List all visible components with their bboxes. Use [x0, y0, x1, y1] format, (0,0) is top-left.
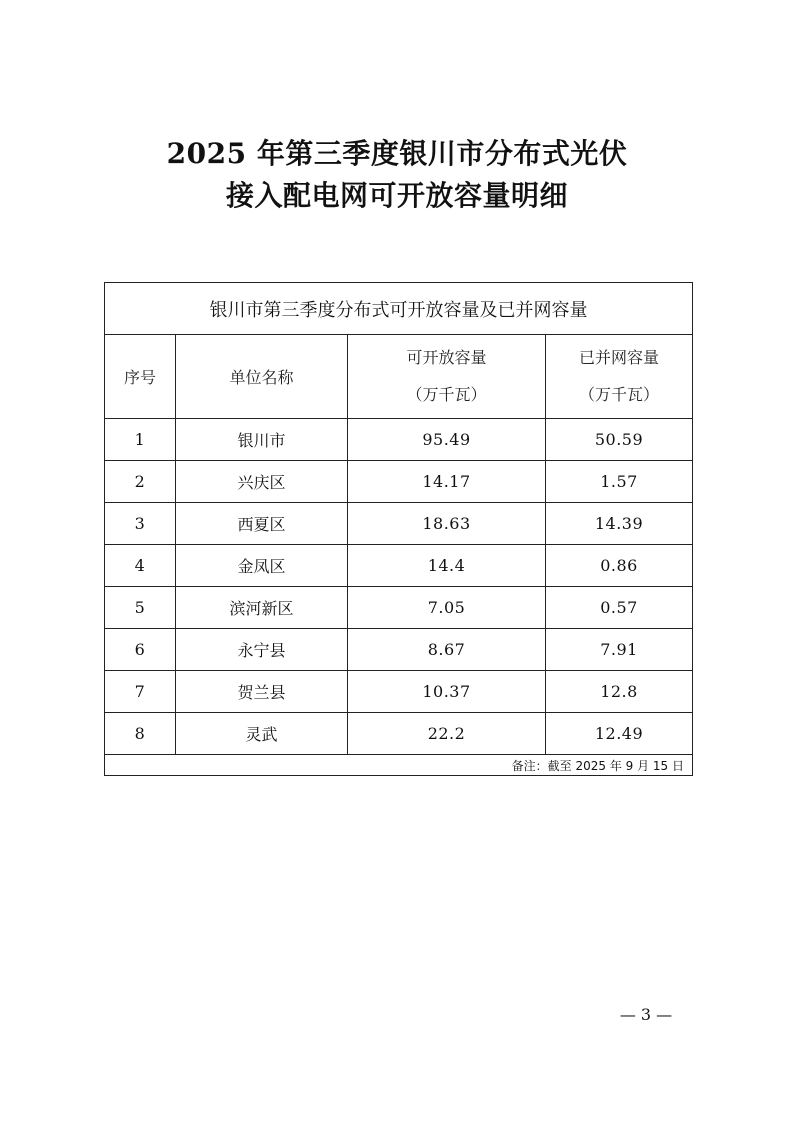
row-index: 1 [105, 419, 176, 461]
row-connected-capacity: 50.59 [546, 419, 693, 461]
row-unit-name: 银川市 [176, 419, 348, 461]
row-open-capacity: 22.2 [348, 713, 546, 755]
table-row [105, 713, 693, 755]
document-title [0, 133, 794, 217]
header-open-capacity-label: 可开放容量 [406, 348, 487, 367]
row-index: 2 [105, 461, 176, 503]
row-index: 8 [105, 713, 176, 755]
title-line-1: 2025 年第三季度银川市分布式光伏 [166, 137, 628, 170]
row-connected-capacity: 0.86 [546, 545, 693, 587]
table-row [105, 587, 693, 629]
header-index: 序号 [105, 335, 176, 419]
table-row [105, 671, 693, 713]
row-connected-capacity: 12.49 [546, 713, 693, 755]
row-open-capacity: 7.05 [348, 587, 546, 629]
row-open-capacity: 14.4 [348, 545, 546, 587]
row-connected-capacity: 12.8 [546, 671, 693, 713]
row-unit-name: 兴庆区 [176, 461, 348, 503]
header-unit-name: 单位名称 [176, 335, 348, 419]
table-caption-row [105, 283, 693, 335]
row-connected-capacity: 1.57 [546, 461, 693, 503]
table-row [105, 419, 693, 461]
table-row [105, 545, 693, 587]
title-line-2: 接入配电网可开放容量明细 [225, 179, 568, 212]
row-open-capacity: 10.37 [348, 671, 546, 713]
row-unit-name: 滨河新区 [176, 587, 348, 629]
header-connected-capacity-label: 已并网容量 [578, 348, 659, 367]
header-connected-capacity-unit: （万千瓦） [578, 385, 659, 404]
row-connected-capacity: 7.91 [546, 629, 693, 671]
row-unit-name: 贺兰县 [176, 671, 348, 713]
row-open-capacity: 8.67 [348, 629, 546, 671]
header-open-capacity-unit: （万千瓦） [406, 385, 487, 404]
header-connected-capacity [546, 335, 693, 419]
table-row [105, 503, 693, 545]
table-note-row [105, 755, 693, 776]
row-open-capacity: 18.63 [348, 503, 546, 545]
table-row [105, 461, 693, 503]
page-number: — 3 — [619, 1005, 673, 1024]
row-connected-capacity: 0.57 [546, 587, 693, 629]
header-open-capacity [348, 335, 546, 419]
table-note: 备注：截至 2025 年 9 月 15 日 [105, 755, 693, 776]
row-open-capacity: 95.49 [348, 419, 546, 461]
row-index: 3 [105, 503, 176, 545]
row-connected-capacity: 14.39 [546, 503, 693, 545]
row-unit-name: 金凤区 [176, 545, 348, 587]
table-row [105, 629, 693, 671]
row-index: 7 [105, 671, 176, 713]
table-header-row [105, 335, 693, 419]
row-open-capacity: 14.17 [348, 461, 546, 503]
row-index: 5 [105, 587, 176, 629]
row-unit-name: 西夏区 [176, 503, 348, 545]
row-index: 4 [105, 545, 176, 587]
capacity-table [104, 282, 693, 776]
row-index: 6 [105, 629, 176, 671]
row-unit-name: 灵武 [176, 713, 348, 755]
table-caption: 银川市第三季度分布式可开放容量及已并网容量 [105, 283, 693, 335]
row-unit-name: 永宁县 [176, 629, 348, 671]
